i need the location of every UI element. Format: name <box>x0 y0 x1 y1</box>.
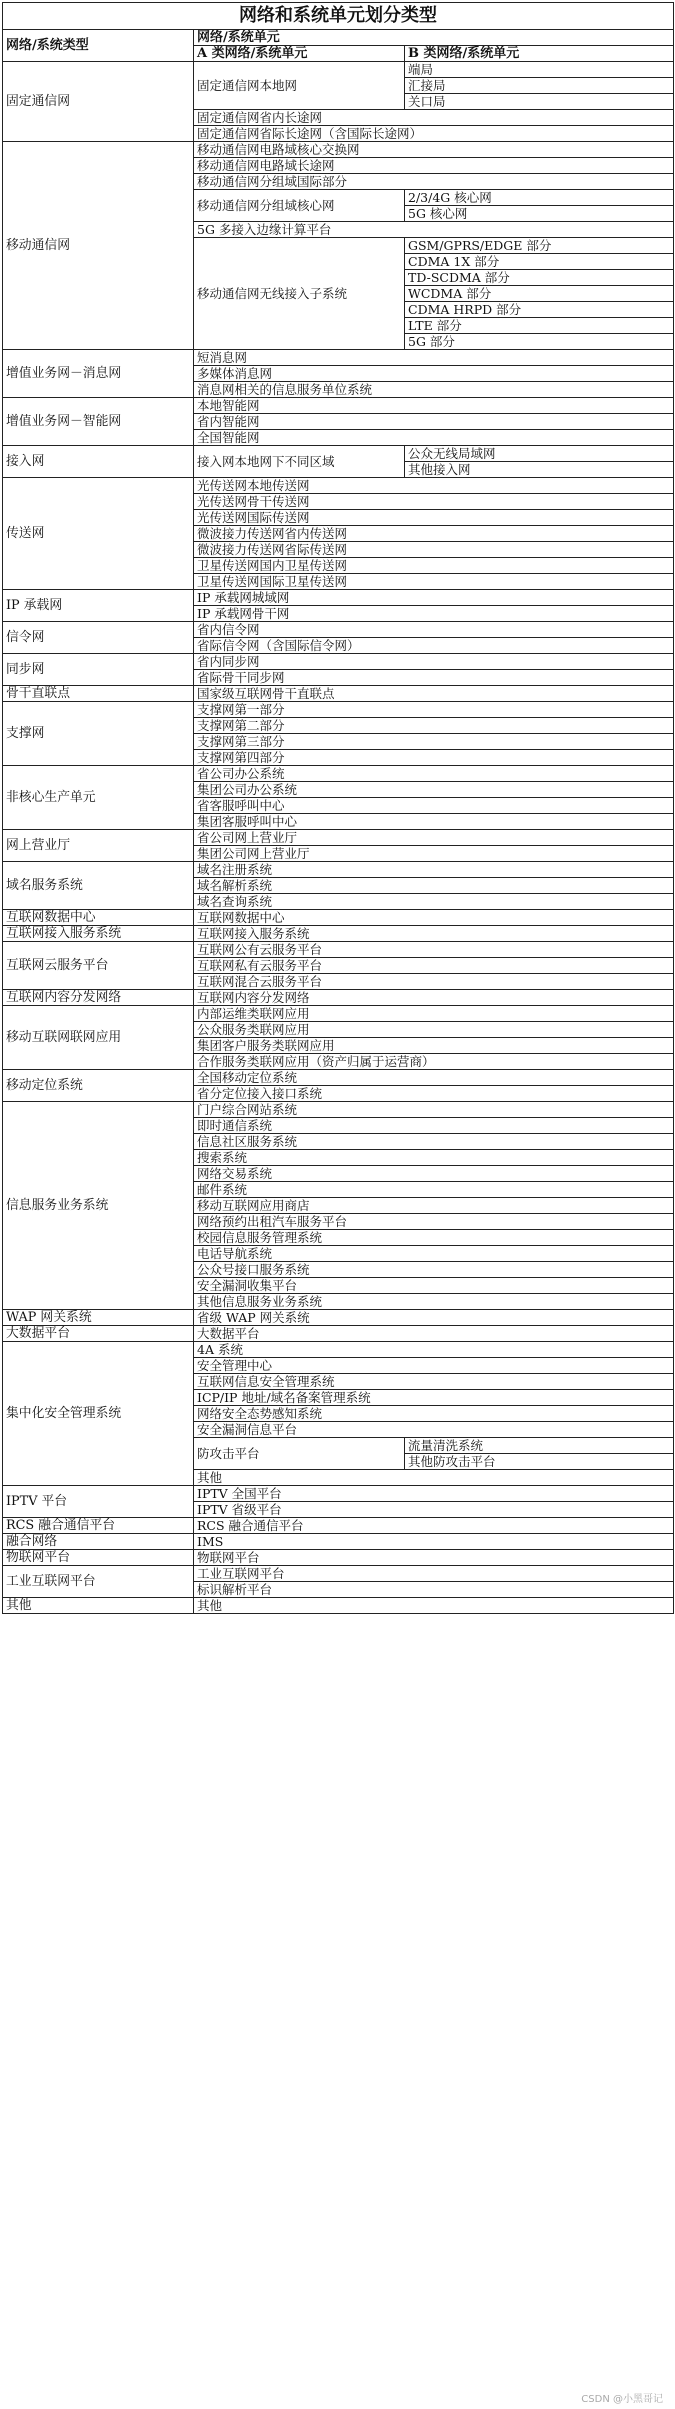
a-class-unit-cell: 互联网公有云服务平台 <box>194 942 674 958</box>
a-class-unit-cell: 互联网私有云服务平台 <box>194 958 674 974</box>
a-class-unit-cell: 卫星传送网国内卫星传送网 <box>194 558 674 574</box>
network-type-cell: 增值业务网－消息网 <box>3 350 194 398</box>
table-row <box>3 1102 674 1118</box>
a-class-unit-cell: 光传送网骨干传送网 <box>194 494 674 510</box>
a-class-unit-cell: 网络安全态势感知系统 <box>194 1406 674 1422</box>
a-class-unit-cell: 其他 <box>194 1598 674 1614</box>
a-class-unit-cell: 省级 WAP 网关系统 <box>194 1310 674 1326</box>
network-type-cell: IP 承载网 <box>3 590 194 622</box>
a-class-unit-cell: 物联网平台 <box>194 1550 674 1566</box>
b-class-unit-cell: TD-SCDMA 部分 <box>405 270 674 286</box>
network-type-cell: 移动互联网联网应用 <box>3 1006 194 1070</box>
table-row <box>3 1326 674 1342</box>
b-class-unit-cell: WCDMA 部分 <box>405 286 674 302</box>
a-class-unit-cell: 移动通信网电路域核心交换网 <box>194 142 674 158</box>
b-class-unit-cell: 5G 部分 <box>405 334 674 350</box>
a-class-unit-cell: 支撑网第二部分 <box>194 718 674 734</box>
watermark-footer: CSDN @小黑哥记 <box>581 2394 663 2405</box>
network-type-cell: 支撑网 <box>3 702 194 766</box>
a-class-unit-cell: 微波接力传送网省内传送网 <box>194 526 674 542</box>
a-class-unit-cell: 大数据平台 <box>194 1326 674 1342</box>
a-class-unit-cell: 移动通信网分组域核心网 <box>194 190 405 222</box>
a-class-unit-cell: 网络交易系统 <box>194 1166 674 1182</box>
network-type-cell: 其他 <box>3 1598 194 1614</box>
a-class-unit-cell: 省分定位接入接口系统 <box>194 1086 674 1102</box>
document <box>2 2 673 1614</box>
network-type-cell: 信息服务业务系统 <box>3 1102 194 1310</box>
table-row <box>3 1534 674 1550</box>
network-type-cell: RCS 融合通信平台 <box>3 1518 194 1534</box>
a-class-unit-cell: 安全漏洞信息平台 <box>194 1422 674 1438</box>
table-row <box>3 686 674 702</box>
header-b-class: B 类网络/系统单元 <box>405 46 674 62</box>
a-class-unit-cell: 省内智能网 <box>194 414 674 430</box>
a-class-unit-cell: 安全管理中心 <box>194 1358 674 1374</box>
a-class-unit-cell: IPTV 全国平台 <box>194 1486 674 1502</box>
table-row <box>3 910 674 926</box>
table-row <box>3 622 674 638</box>
a-class-unit-cell: 搜索系统 <box>194 1150 674 1166</box>
table-row <box>3 942 674 958</box>
a-class-unit-cell: 支撑网第四部分 <box>194 750 674 766</box>
a-class-unit-cell: IP 承载网城域网 <box>194 590 674 606</box>
a-class-unit-cell: 互联网接入服务系统 <box>194 926 674 942</box>
a-class-unit-cell: 互联网信息安全管理系统 <box>194 1374 674 1390</box>
network-type-cell: 移动通信网 <box>3 142 194 350</box>
b-class-unit-cell: LTE 部分 <box>405 318 674 334</box>
table-row <box>3 398 674 414</box>
network-type-cell: 非核心生产单元 <box>3 766 194 830</box>
table-row <box>3 702 674 718</box>
network-type-cell: 域名服务系统 <box>3 862 194 910</box>
table-row <box>3 1070 674 1086</box>
network-type-cell: 固定通信网 <box>3 62 194 142</box>
a-class-unit-cell: RCS 融合通信平台 <box>194 1518 674 1534</box>
title-row <box>3 3 674 30</box>
a-class-unit-cell: 固定通信网本地网 <box>194 62 405 110</box>
a-class-unit-cell: 本地智能网 <box>194 398 674 414</box>
a-class-unit-cell: 省公司办公系统 <box>194 766 674 782</box>
table-row <box>3 1598 674 1614</box>
network-type-cell: 骨干直联点 <box>3 686 194 702</box>
a-class-unit-cell: 5G 多接入边缘计算平台 <box>194 222 674 238</box>
b-class-unit-cell: 其他接入网 <box>405 462 674 478</box>
network-type-cell: 物联网平台 <box>3 1550 194 1566</box>
a-class-unit-cell: 消息网相关的信息服务单位系统 <box>194 382 674 398</box>
a-class-unit-cell: IMS <box>194 1534 674 1550</box>
a-class-unit-cell: 内部运维类联网应用 <box>194 1006 674 1022</box>
table-row <box>3 1550 674 1566</box>
b-class-unit-cell: 关口局 <box>405 94 674 110</box>
a-class-unit-cell: 光传送网国际传送网 <box>194 510 674 526</box>
a-class-unit-cell: 校园信息服务管理系统 <box>194 1230 674 1246</box>
a-class-unit-cell: 卫星传送网国际卫星传送网 <box>194 574 674 590</box>
table-row <box>3 62 674 78</box>
a-class-unit-cell: 合作服务类联网应用（资产归属于运营商） <box>194 1054 674 1070</box>
table-row <box>3 590 674 606</box>
network-type-cell: 同步网 <box>3 654 194 686</box>
table-title: 网络和系统单元划分类型 <box>3 3 674 30</box>
a-class-unit-cell: 公众号接口服务系统 <box>194 1262 674 1278</box>
b-class-unit-cell: 其他防攻击平台 <box>405 1454 674 1470</box>
a-class-unit-cell: 省客服呼叫中心 <box>194 798 674 814</box>
table-row <box>3 350 674 366</box>
network-type-cell: 移动定位系统 <box>3 1070 194 1102</box>
a-class-unit-cell: 省内信令网 <box>194 622 674 638</box>
table-row <box>3 766 674 782</box>
b-class-unit-cell: 5G 核心网 <box>405 206 674 222</box>
table-row <box>3 654 674 670</box>
a-class-unit-cell: 其他 <box>194 1470 674 1486</box>
a-class-unit-cell: 标识解析平台 <box>194 1582 674 1598</box>
a-class-unit-cell: 工业互联网平台 <box>194 1566 674 1582</box>
table-row <box>3 1342 674 1358</box>
table-row <box>3 990 674 1006</box>
a-class-unit-cell: 省际信令网（含国际信令网） <box>194 638 674 654</box>
network-type-cell: 传送网 <box>3 478 194 590</box>
classification-table <box>2 2 674 1614</box>
table-row <box>3 142 674 158</box>
b-class-unit-cell: CDMA HRPD 部分 <box>405 302 674 318</box>
a-class-unit-cell: 域名注册系统 <box>194 862 674 878</box>
network-type-cell: 互联网数据中心 <box>3 910 194 926</box>
a-class-unit-cell: 安全漏洞收集平台 <box>194 1278 674 1294</box>
table-row <box>3 1518 674 1534</box>
network-type-cell: 工业互联网平台 <box>3 1566 194 1598</box>
network-type-cell: 大数据平台 <box>3 1326 194 1342</box>
network-type-cell: IPTV 平台 <box>3 1486 194 1518</box>
header-unit: 网络/系统单元 <box>194 30 674 46</box>
table-row <box>3 1486 674 1502</box>
network-type-cell: 融合网络 <box>3 1534 194 1550</box>
a-class-unit-cell: 支撑网第一部分 <box>194 702 674 718</box>
table-row <box>3 446 674 462</box>
a-class-unit-cell: 集团客服呼叫中心 <box>194 814 674 830</box>
b-class-unit-cell: 2/3/4G 核心网 <box>405 190 674 206</box>
a-class-unit-cell: 互联网数据中心 <box>194 910 674 926</box>
a-class-unit-cell: 集团公司办公系统 <box>194 782 674 798</box>
a-class-unit-cell: 集团公司网上营业厅 <box>194 846 674 862</box>
network-type-cell: 集中化安全管理系统 <box>3 1342 194 1486</box>
network-type-cell: 互联网云服务平台 <box>3 942 194 990</box>
a-class-unit-cell: 域名查询系统 <box>194 894 674 910</box>
b-class-unit-cell: CDMA 1X 部分 <box>405 254 674 270</box>
a-class-unit-cell: 门户综合网站系统 <box>194 1102 674 1118</box>
a-class-unit-cell: 省际骨干同步网 <box>194 670 674 686</box>
a-class-unit-cell: 邮件系统 <box>194 1182 674 1198</box>
a-class-unit-cell: IPTV 省级平台 <box>194 1502 674 1518</box>
a-class-unit-cell: 全国智能网 <box>194 430 674 446</box>
table-body <box>3 62 674 1614</box>
a-class-unit-cell: 即时通信系统 <box>194 1118 674 1134</box>
a-class-unit-cell: 固定通信网省际长途网（含国际长途网） <box>194 126 674 142</box>
a-class-unit-cell: 集团客户服务类联网应用 <box>194 1038 674 1054</box>
a-class-unit-cell: 电话导航系统 <box>194 1246 674 1262</box>
a-class-unit-cell: 信息社区服务系统 <box>194 1134 674 1150</box>
table-row <box>3 926 674 942</box>
a-class-unit-cell: 多媒体消息网 <box>194 366 674 382</box>
header-row-1 <box>3 30 674 46</box>
table-row <box>3 830 674 846</box>
a-class-unit-cell: 全国移动定位系统 <box>194 1070 674 1086</box>
a-class-unit-cell: 接入网本地网下不同区域 <box>194 446 405 478</box>
a-class-unit-cell: 国家级互联网骨干直联点 <box>194 686 674 702</box>
table-row <box>3 1566 674 1582</box>
table-row <box>3 478 674 494</box>
a-class-unit-cell: 光传送网本地传送网 <box>194 478 674 494</box>
a-class-unit-cell: 微波接力传送网省际传送网 <box>194 542 674 558</box>
a-class-unit-cell: 互联网混合云服务平台 <box>194 974 674 990</box>
table-row <box>3 1006 674 1022</box>
a-class-unit-cell: 防攻击平台 <box>194 1438 405 1470</box>
network-type-cell: 互联网内容分发网络 <box>3 990 194 1006</box>
a-class-unit-cell: 移动通信网电路域长途网 <box>194 158 674 174</box>
a-class-unit-cell: 4A 系统 <box>194 1342 674 1358</box>
a-class-unit-cell: 固定通信网省内长途网 <box>194 110 674 126</box>
table-row <box>3 862 674 878</box>
a-class-unit-cell: 省公司网上营业厅 <box>194 830 674 846</box>
a-class-unit-cell: 支撑网第三部分 <box>194 734 674 750</box>
table-row <box>3 1310 674 1326</box>
b-class-unit-cell: GSM/GPRS/EDGE 部分 <box>405 238 674 254</box>
b-class-unit-cell: 流量清洗系统 <box>405 1438 674 1454</box>
a-class-unit-cell: 公众服务类联网应用 <box>194 1022 674 1038</box>
a-class-unit-cell: 移动通信网分组域国际部分 <box>194 174 674 190</box>
header-network-type: 网络/系统类型 <box>3 30 194 62</box>
network-type-cell: 信令网 <box>3 622 194 654</box>
a-class-unit-cell: 省内同步网 <box>194 654 674 670</box>
a-class-unit-cell: 互联网内容分发网络 <box>194 990 674 1006</box>
a-class-unit-cell: 网络预约出租汽车服务平台 <box>194 1214 674 1230</box>
a-class-unit-cell: IP 承载网骨干网 <box>194 606 674 622</box>
b-class-unit-cell: 公众无线局域网 <box>405 446 674 462</box>
a-class-unit-cell: ICP/IP 地址/域名备案管理系统 <box>194 1390 674 1406</box>
network-type-cell: 互联网接入服务系统 <box>3 926 194 942</box>
network-type-cell: 增值业务网－智能网 <box>3 398 194 446</box>
network-type-cell: 接入网 <box>3 446 194 478</box>
b-class-unit-cell: 汇接局 <box>405 78 674 94</box>
network-type-cell: WAP 网关系统 <box>3 1310 194 1326</box>
a-class-unit-cell: 移动互联网应用商店 <box>194 1198 674 1214</box>
a-class-unit-cell: 其他信息服务业务系统 <box>194 1294 674 1310</box>
a-class-unit-cell: 短消息网 <box>194 350 674 366</box>
a-class-unit-cell: 移动通信网无线接入子系统 <box>194 238 405 350</box>
b-class-unit-cell: 端局 <box>405 62 674 78</box>
network-type-cell: 网上营业厅 <box>3 830 194 862</box>
a-class-unit-cell: 域名解析系统 <box>194 878 674 894</box>
header-a-class: A 类网络/系统单元 <box>194 46 405 62</box>
